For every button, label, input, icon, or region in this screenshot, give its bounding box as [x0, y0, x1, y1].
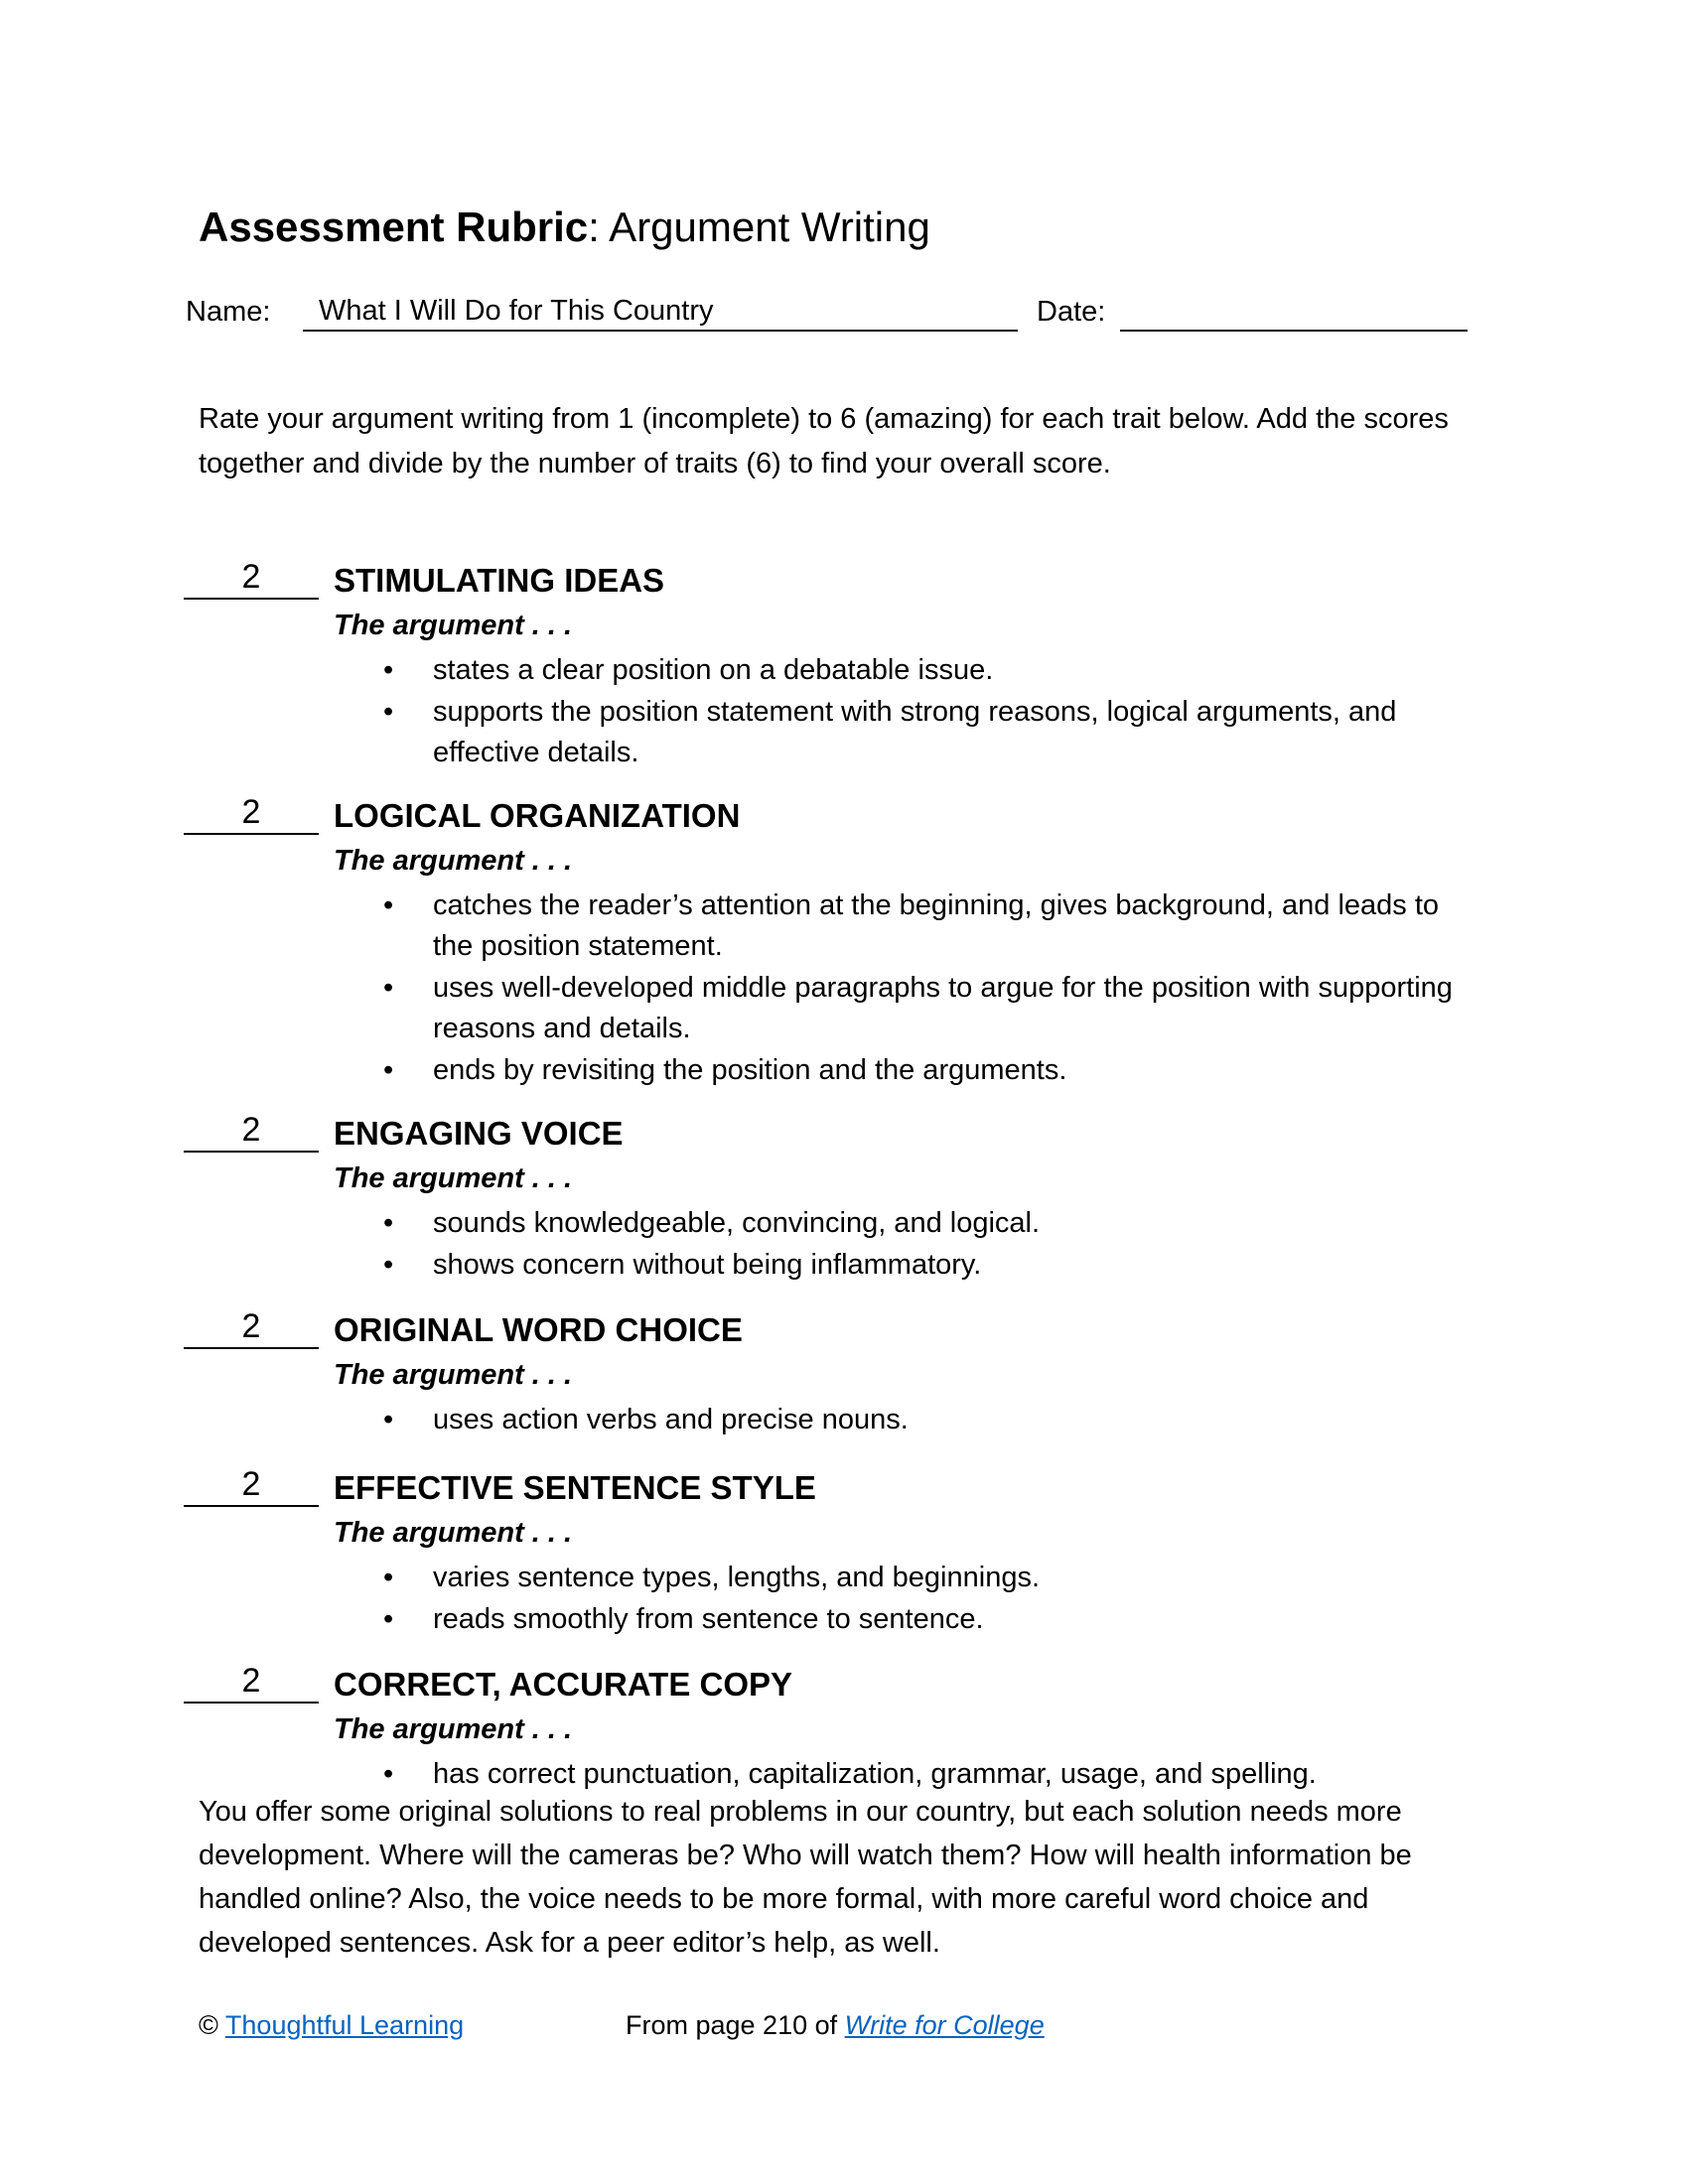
instructions: Rate your argument writing from 1 (incomplete) to 6 (amazing) for each trait below. Add the scores together and divide by the number of traits (6) to find your overall score.	[199, 403, 1449, 479]
bullet-text: shows concern without being inflammatory.	[433, 1249, 982, 1281]
trait-title: STIMULATING IDEAS	[334, 562, 665, 599]
trait-bullet-item	[383, 650, 1485, 691]
trait-score-field[interactable]: 2	[184, 556, 319, 600]
footer-copyright	[199, 2010, 464, 2041]
bullet-icon: •	[383, 1207, 394, 1239]
footer-source	[626, 2010, 1045, 2041]
bullet-text: catches the reader’s attention at the beginning, gives background, and leads to the position statement.	[433, 889, 1440, 962]
bullet-icon: •	[383, 696, 394, 728]
trait-score-field[interactable]: 2	[184, 1463, 319, 1507]
name-value: What I Will Do for This Country	[319, 295, 714, 327]
trait-bullet-list	[383, 886, 1485, 1092]
trait-bullet-item	[383, 1558, 1485, 1598]
trait-bullet-item	[383, 1400, 1485, 1440]
trait-lead: The argument . . .	[334, 1359, 573, 1391]
bullet-text: uses well-developed middle paragraphs to argue for the position with supporting reasons and details.	[433, 972, 1453, 1044]
trait-bullet-list	[383, 1558, 1485, 1641]
name-label: Name:	[186, 296, 271, 328]
trait-score-field[interactable]: 2	[184, 791, 319, 835]
trait-bullet-list	[383, 650, 1485, 774]
bullet-icon: •	[383, 1758, 394, 1790]
title-rest: : Argument Writing	[588, 204, 930, 250]
trait-score-field[interactable]: 2	[184, 1660, 319, 1704]
bullet-text: has correct punctuation, capitalization, grammar, usage, and spelling.	[433, 1758, 1317, 1790]
bullet-icon: •	[383, 1054, 394, 1086]
trait-bullet-item	[383, 886, 1485, 967]
trait-title: CORRECT, ACCURATE COPY	[334, 1666, 793, 1703]
bullet-text: states a clear position on a debatable issue.	[433, 654, 994, 686]
trait-title: ORIGINAL WORD CHOICE	[334, 1311, 743, 1348]
date-field[interactable]	[1120, 292, 1468, 332]
date-label: Date:	[1037, 296, 1106, 328]
bullet-text: sounds knowledgeable, convincing, and logical.	[433, 1207, 1041, 1239]
publisher-link[interactable]: Thoughtful Learning	[224, 2010, 465, 2040]
trait-title: ENGAGING VOICE	[334, 1115, 624, 1152]
trait-bullet-item	[383, 968, 1485, 1049]
bullet-icon: •	[383, 1562, 394, 1593]
trait-bullet-list	[383, 1400, 1485, 1441]
trait-lead: The argument . . .	[334, 1713, 573, 1745]
trait-bullet-item	[383, 1754, 1485, 1795]
trait-bullet-item	[383, 1050, 1485, 1091]
bullet-text: supports the position statement with strong reasons, logical arguments, and effective details.	[433, 696, 1397, 768]
trait-title: EFFECTIVE SENTENCE STYLE	[334, 1469, 816, 1506]
trait-bullet-item	[383, 692, 1485, 773]
bullet-text: varies sentence types, lengths, and beginnings.	[433, 1562, 1041, 1593]
trait-lead: The argument . . .	[334, 845, 573, 877]
trait-lead: The argument . . .	[334, 610, 573, 641]
trait-bullet-item	[383, 1245, 1485, 1286]
bullet-icon: •	[383, 972, 394, 1004]
bullet-icon: •	[383, 1249, 394, 1281]
bullet-icon: •	[383, 654, 394, 686]
bullet-icon: •	[383, 889, 394, 921]
trait-lead: The argument . . .	[334, 1162, 573, 1194]
source-prefix: From page 210 of	[626, 2010, 845, 2040]
trait-lead: The argument . . .	[334, 1517, 573, 1549]
trait-title: LOGICAL ORGANIZATION	[334, 797, 741, 834]
bullet-text: uses action verbs and precise nouns.	[433, 1404, 909, 1435]
title-bold: Assessment Rubric	[199, 204, 589, 250]
bullet-icon: •	[383, 1404, 394, 1435]
trait-bullet-item	[383, 1599, 1485, 1640]
bullet-text: ends by revisiting the position and the arguments.	[433, 1054, 1067, 1086]
trait-score-field[interactable]: 2	[184, 1109, 319, 1153]
trait-bullet-list	[383, 1203, 1485, 1287]
name-field[interactable]	[303, 292, 1018, 332]
bullet-text: reads smoothly from sentence to sentence.	[433, 1603, 984, 1635]
teacher-feedback: You offer some original solutions to real problems in our country, but each solution needs more development. Where will the cameras be? Who will watch them? How will health information be handled online? Also, the voice needs to be more formal, with more careful word choice and developed sentences. Ask for a peer editor’s help, as well.	[199, 1796, 1412, 1959]
trait-score-field[interactable]: 2	[184, 1305, 319, 1349]
book-link[interactable]: Write for College	[844, 2010, 1045, 2040]
trait-bullet-item	[383, 1203, 1485, 1244]
copyright-symbol: ©	[199, 2010, 218, 2040]
bullet-icon: •	[383, 1603, 394, 1635]
page-title	[199, 204, 930, 251]
